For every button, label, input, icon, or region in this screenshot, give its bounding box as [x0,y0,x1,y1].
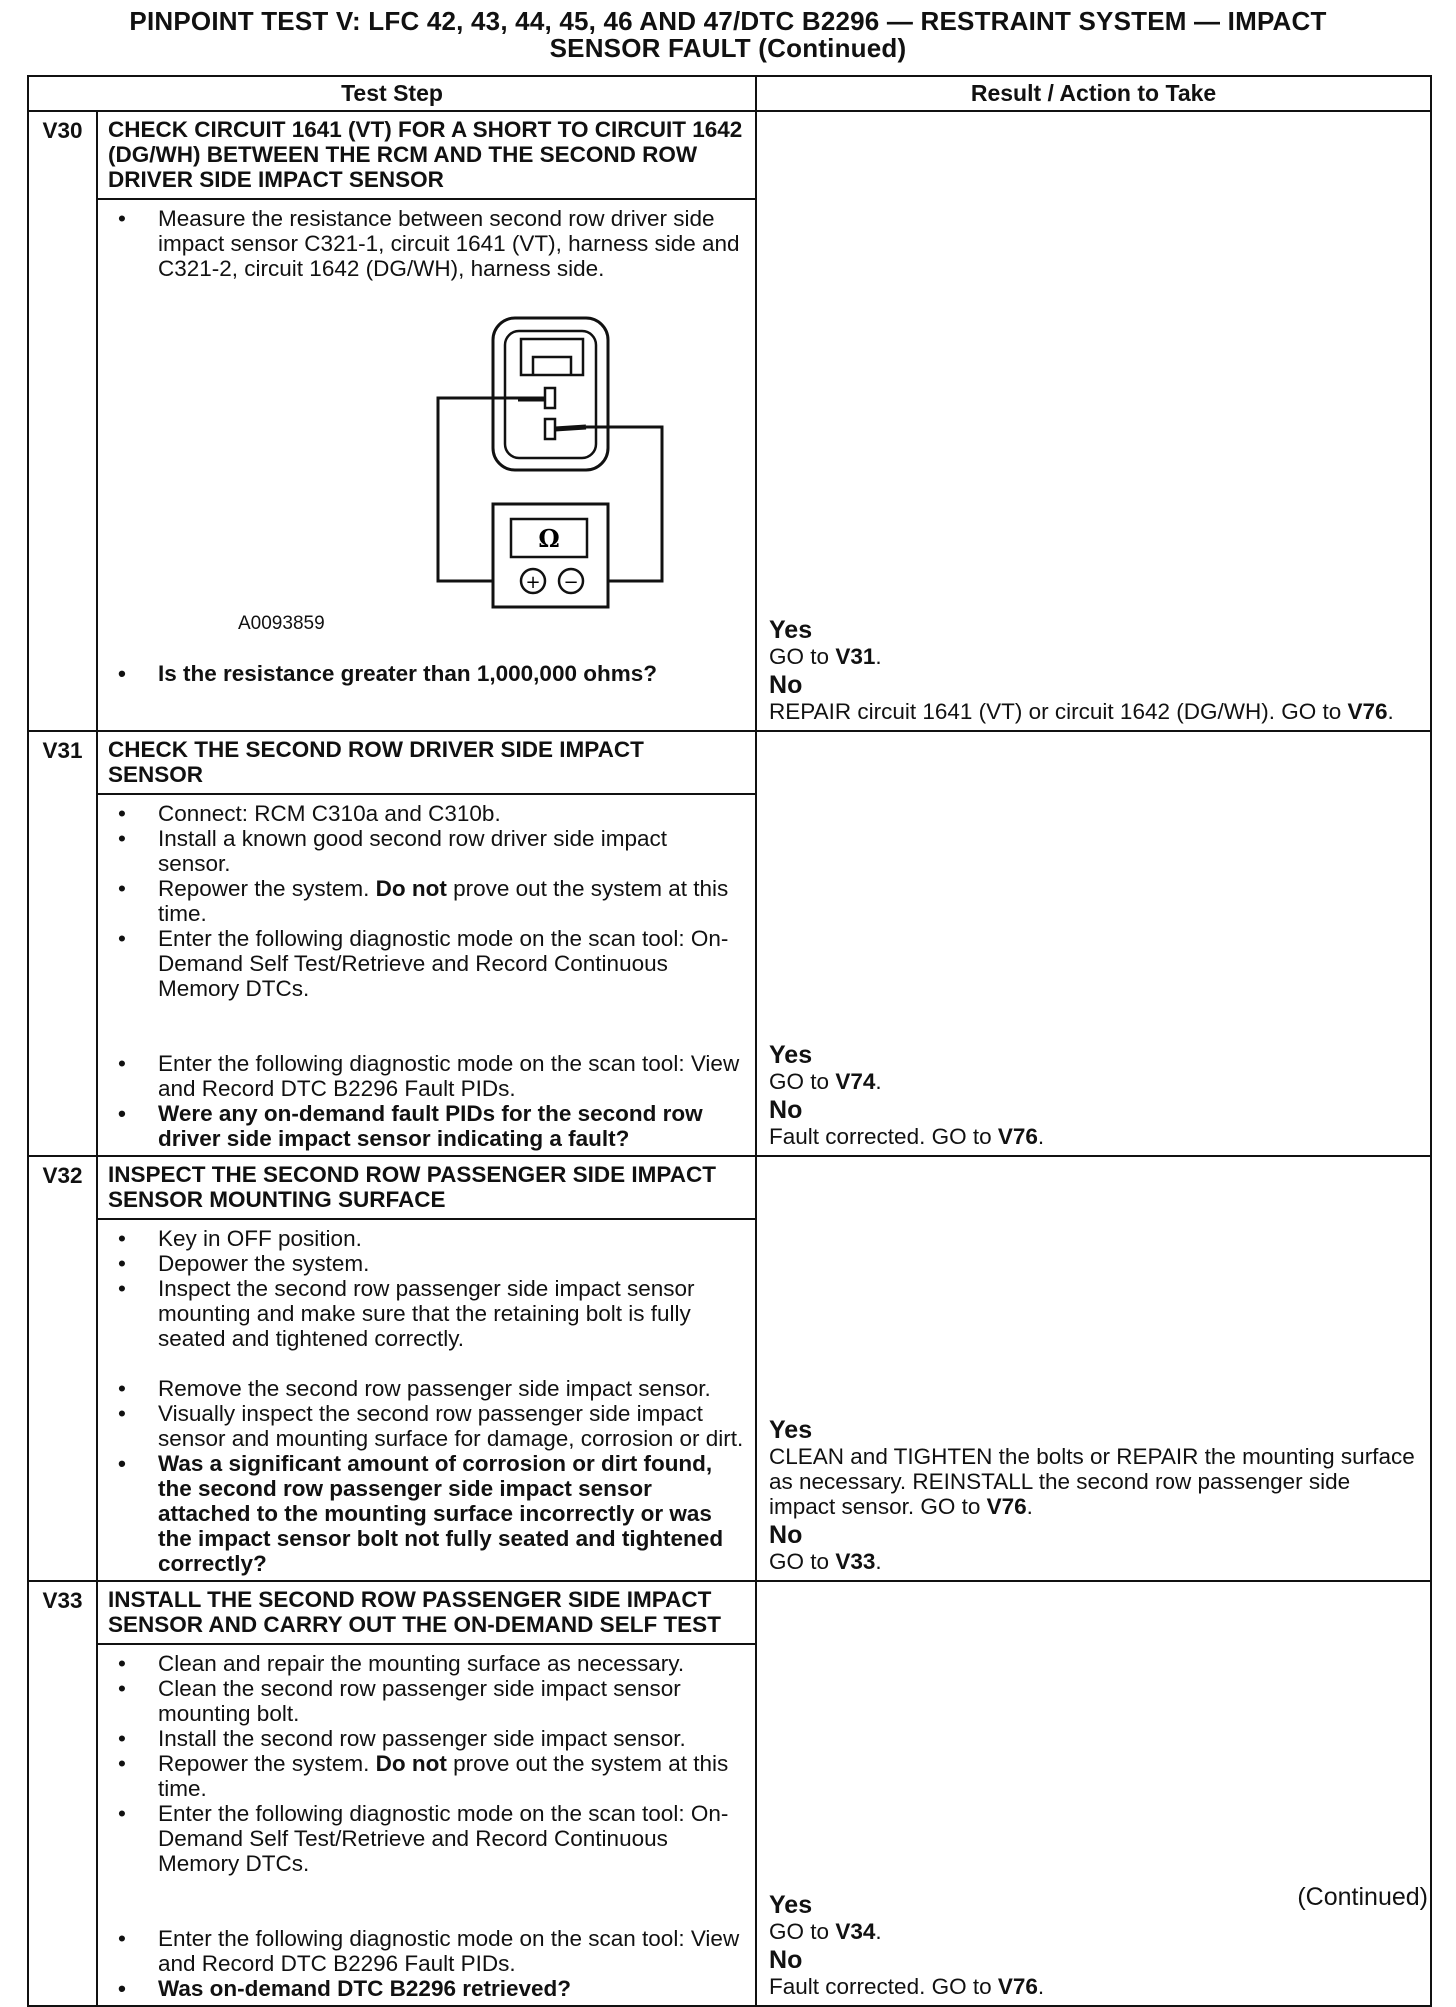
bullet [108,876,745,926]
pinpoint-test-table [27,75,1432,2007]
bullet: • Visually inspect the second row passenger side impact sensor and mounting surface for damage, corrosion or dirt. [108,1401,745,1451]
bullet-text: Repower the system. [158,876,370,901]
yes-label: Yes [769,1891,813,1919]
bullet-text: Repower the system. [158,1751,370,1776]
do-not-tail: prove out the system at this time. [158,876,729,926]
yes-text: GO to [769,1919,830,1944]
header-result: Result / Action to Take [756,76,1431,111]
yes-label: Yes [769,616,813,644]
page-title [0,8,1456,62]
bullet [108,1751,745,1801]
step-body [97,199,756,731]
no-text: GO to [769,1549,830,1574]
yes-ref: V34 [835,1919,876,1944]
step-title-row-v33 [28,1581,1431,1644]
bullet: • Clean the second row passenger side impact sensor mounting bolt. [108,1676,745,1726]
ohmmeter-connector-diagram [108,281,748,636]
minus-terminal: − [563,572,579,593]
bullet: • Enter the following diagnostic mode on the scan tool: View and Record DTC B2296 Fault PIDs. [108,1051,745,1101]
no-text: Fault corrected. GO to [769,1974,992,1999]
continued-note: (Continued) [1297,1883,1428,1911]
question: • Is the resistance greater than 1,000,000 ohms? [108,661,745,686]
do-not: Do not [375,876,447,901]
no-label: No [769,1521,803,1549]
question: • Was a significant amount of corrosion or dirt found, the second row passenger side impact sensor attached to the mounting surface incorrectly or was the impact sensor bolt not fully seated and tightened correctly? [108,1451,745,1576]
yes-ref: V74 [835,1069,876,1094]
no-label: No [769,1946,803,1974]
step-title: CHECK CIRCUIT 1641 (VT) FOR A SHORT TO CIRCUIT 1642 (DG/WH) BETWEEN THE RCM AND THE SECOND ROW DRIVER SIDE IMPACT SENSOR [97,111,756,199]
step-title-row-v30 [28,111,1431,199]
step-id: V30 [28,111,97,731]
bullet: • Measure the resistance between second row driver side impact sensor C321-1, circuit 1641 (VT), harness side and C321-2, circuit 1642 (DG/WH), harness side. [108,206,745,281]
step-body [97,1219,756,1581]
step-id: V32 [28,1156,97,1581]
bullet: • Inspect the second row passenger side impact sensor mounting and make sure that the retaining bolt is fully seated and tightened correctly. [108,1276,745,1351]
step-title-row-v32 [28,1156,1431,1219]
bullet: • Depower the system. [108,1251,745,1276]
yes-text: CLEAN and TIGHTEN the bolts or REPAIR the mounting surface as necessary. REINSTALL the second row passenger side impact sensor. GO to [769,1444,1415,1519]
no-ref: V76 [997,1124,1038,1149]
bullet: • Connect: RCM C310a and C310b. [108,801,745,826]
bullet: • Enter the following diagnostic mode on the scan tool: View and Record DTC B2296 Fault PIDs. [108,1926,745,1976]
yes-ref: V76 [986,1494,1027,1519]
no-label: No [769,671,803,699]
step-result-v30: Yes GO to V31. No REPAIR circuit 1641 (VT) or circuit 1642 (DG/WH). GO to V76. [756,111,1431,731]
step-result-v33: Yes GO to V34. No Fault corrected. GO to V76. [756,1581,1431,2006]
plus-terminal: + [525,572,541,593]
yes-ref: V31 [835,644,876,669]
no-label: No [769,1096,803,1124]
yes-label: Yes [769,1041,813,1069]
bullet: • Key in OFF position. [108,1226,745,1251]
bullet: • Remove the second row passenger side impact sensor. [108,1376,745,1401]
no-text: REPAIR circuit 1641 (VT) or circuit 1642 (DG/WH). GO to [769,699,1342,724]
bullet: • Clean and repair the mounting surface as necessary. [108,1651,745,1676]
step-result-v32: Yes CLEAN and TIGHTEN the bolts or REPAIR the mounting surface as necessary. REINSTALL the second row passenger side impact sensor. GO to V76. No GO to V33. [756,1156,1431,1581]
question: • Were any on-demand fault PIDs for the second row driver side impact sensor indicating a fault? [108,1101,745,1151]
header-row [28,76,1431,111]
bullet: • Enter the following diagnostic mode on the scan tool: On-Demand Self Test/Retrieve and Record Continuous Memory DTCs. [108,926,745,1001]
step-title: INSTALL THE SECOND ROW PASSENGER SIDE IMPACT SENSOR AND CARRY OUT THE ON-DEMAND SELF TEST [97,1581,756,1644]
resistance-diagram [108,281,745,636]
yes-text: GO to [769,644,830,669]
ohm-symbol: Ω [538,524,560,553]
step-body [97,794,756,1156]
do-not-tail: prove out the system at this time. [158,1751,729,1801]
step-id: V33 [28,1581,97,2006]
no-ref: V76 [997,1974,1038,1999]
no-ref: V33 [835,1549,876,1574]
bullet: • Enter the following diagnostic mode on the scan tool: On-Demand Self Test/Retrieve and Record Continuous Memory DTCs. [108,1801,745,1876]
step-title: CHECK THE SECOND ROW DRIVER SIDE IMPACT SENSOR [97,731,756,794]
question: • Was on-demand DTC B2296 retrieved? [108,1976,745,2001]
step-title-row-v31 [28,731,1431,794]
step-title: INSPECT THE SECOND ROW PASSENGER SIDE IMPACT SENSOR MOUNTING SURFACE [97,1156,756,1219]
bullet: • Install a known good second row driver side impact sensor. [108,826,745,876]
do-not: Do not [375,1751,447,1776]
step-body [97,1644,756,2006]
step-result-v31: Yes GO to V74. No Fault corrected. GO to V76. [756,731,1431,1156]
title-line-1: PINPOINT TEST V: LFC 42, 43, 44, 45, 46 AND 47/DTC B2296 — RESTRAINT SYSTEM — IMPACT [129,6,1327,36]
no-ref: V76 [1347,699,1388,724]
bullet: • Install the second row passenger side impact sensor. [108,1726,745,1751]
yes-text: GO to [769,1069,830,1094]
header-test-step: Test Step [28,76,756,111]
yes-label: Yes [769,1416,813,1444]
no-text: Fault corrected. GO to [769,1124,992,1149]
figure-id: A0093859 [238,613,325,634]
title-line-2: SENSOR FAULT (Continued) [549,33,907,63]
step-id: V31 [28,731,97,1156]
